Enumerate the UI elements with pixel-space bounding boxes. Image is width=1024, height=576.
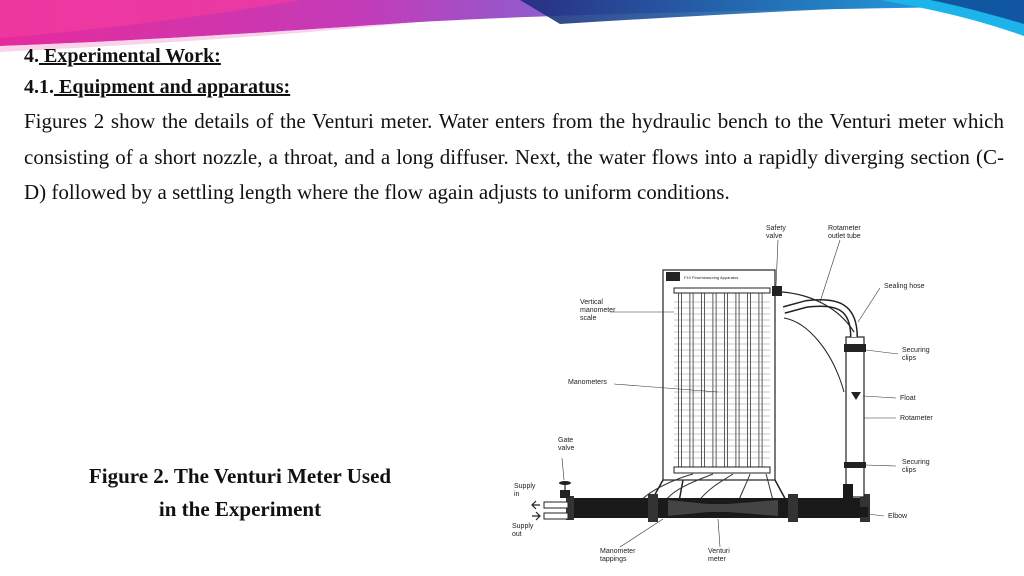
subsection-title: Equipment and apparatus: — [54, 76, 291, 98]
label-manometer-tappings: Manometer tappings — [600, 548, 636, 563]
label-vertical-scale: Vertical manometer scale — [580, 299, 616, 322]
label-sealing-hose: Sealing hose — [884, 283, 925, 290]
caption-line-1: Figure 2. The Venturi Meter Used — [88, 464, 392, 488]
label-float: Float — [900, 395, 916, 402]
subsection-heading — [24, 75, 290, 99]
venturi-apparatus-figure — [488, 222, 1024, 576]
label-rotameter-outlet: Rotameter outlet tube — [828, 225, 861, 240]
subsection-number: 4.1. — [24, 76, 54, 98]
label-venturi-meter: Venturi meter — [708, 548, 730, 563]
label-gate-valve: Gate valve — [558, 437, 575, 452]
apparatus-drawing — [488, 222, 1024, 576]
body-paragraph: Figures 2 show the details of the Venturi meter. Water enters from the hydraulic bench to the Venturi meter which consisting of a short nozzle, a throat, and a long diffuser. Next, the water flows into a rapidly diverging section (C-D) followed by a settling length where the flow again adjusts to uniform conditions. — [24, 109, 1004, 204]
label-manometers: Manometers — [568, 379, 607, 386]
label-securing-clips-bottom: Securing clips — [902, 459, 930, 474]
label-supply-in: Supply in — [514, 483, 536, 498]
section-title: Experimental Work: — [39, 45, 221, 67]
label-rotameter: Rotameter — [900, 415, 933, 422]
apparatus-title: F10 Flowmeasuring Apparatus — [684, 275, 739, 280]
section-heading — [24, 44, 221, 68]
label-elbow: Elbow — [888, 513, 908, 520]
label-supply-out: Supply out — [512, 523, 534, 538]
label-securing-clips-top: Securing clips — [902, 347, 930, 362]
figure-caption — [40, 460, 440, 526]
caption-line-2: in the Experiment — [158, 497, 322, 521]
label-safety-valve: Safety valve — [766, 225, 786, 240]
section-number: 4. — [24, 45, 39, 67]
